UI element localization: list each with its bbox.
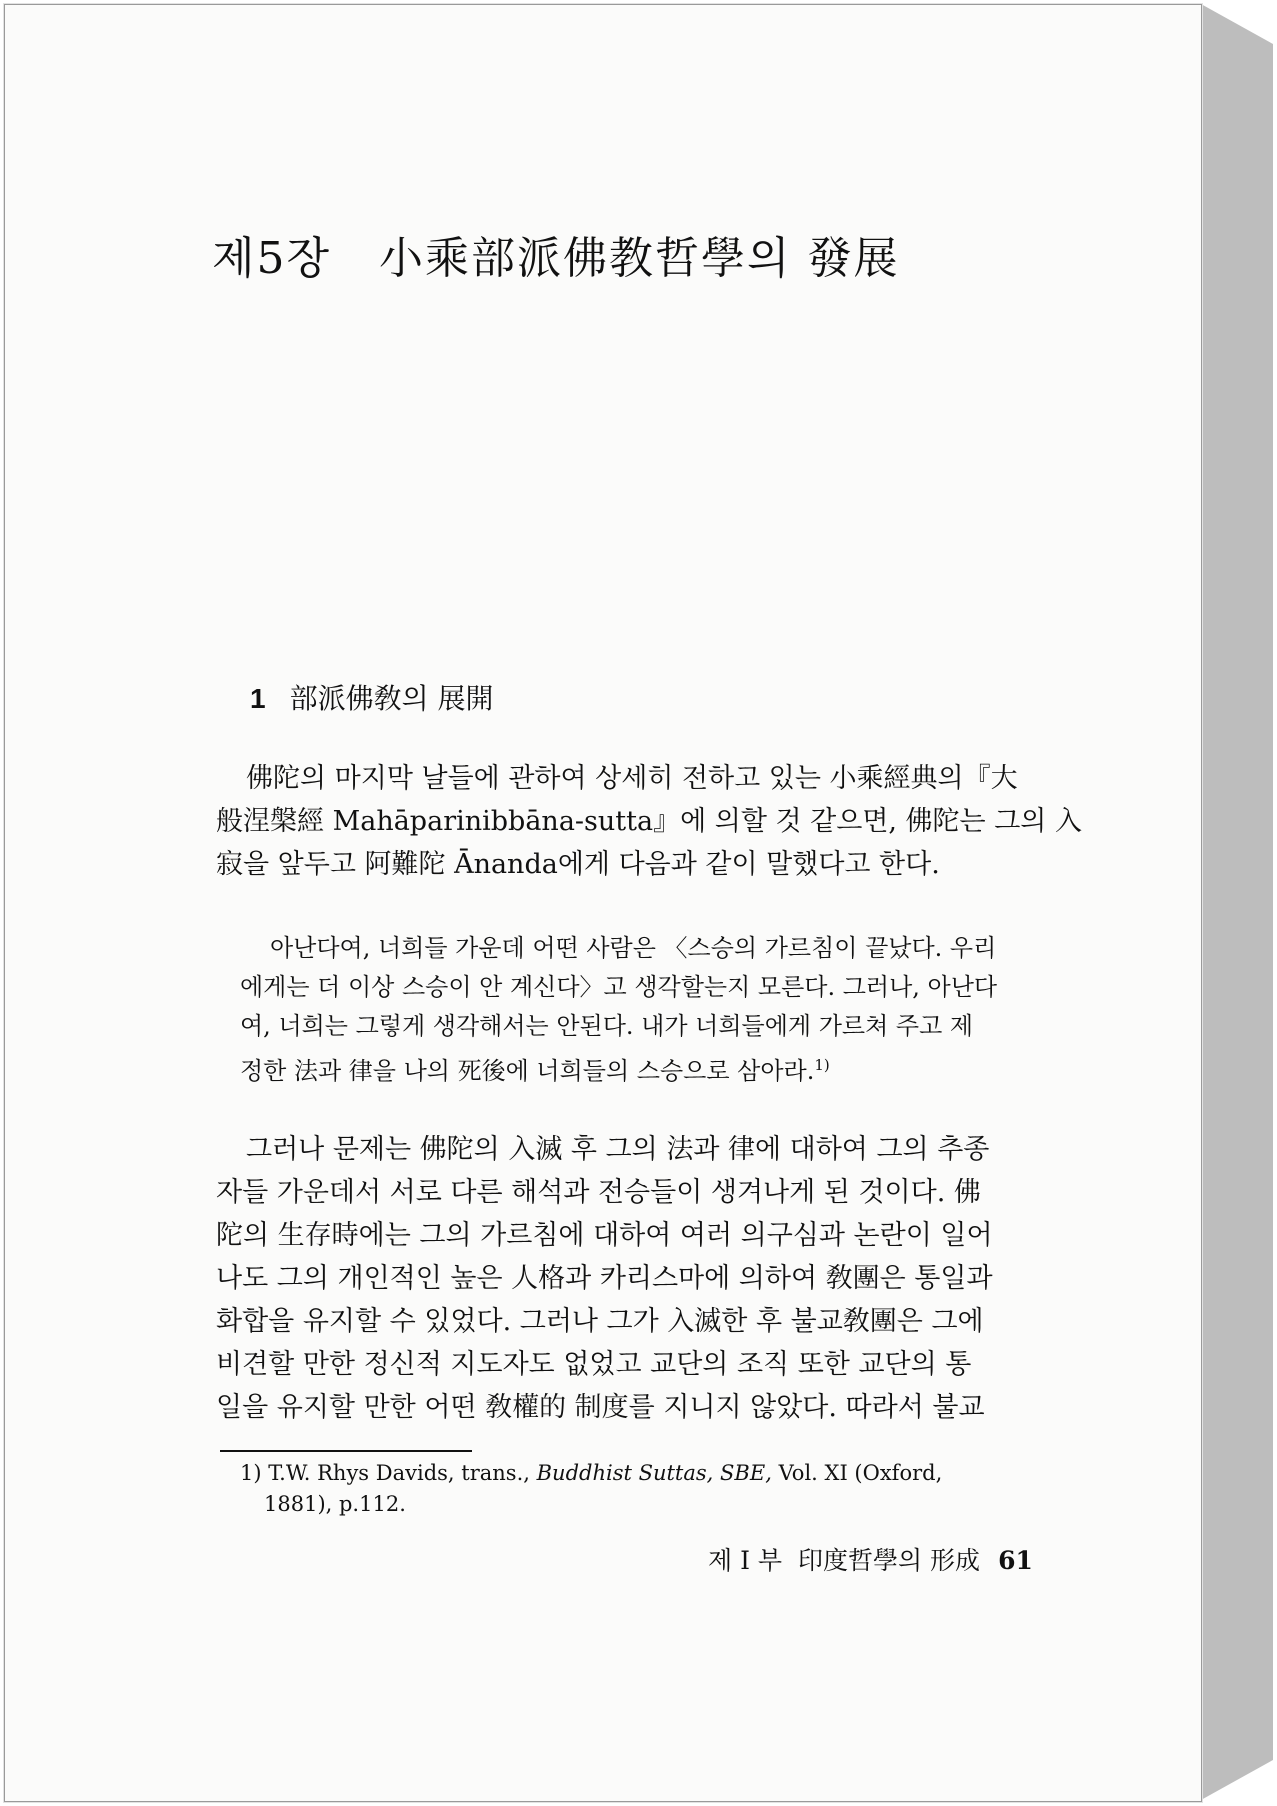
section-title: 部派佛敎의 展開 xyxy=(289,682,494,715)
footnote-marker: 1) xyxy=(240,1461,262,1485)
paragraph-line: 화합을 유지할 수 있었다. 그러나 그가 入滅한 후 불교敎團은 그에 xyxy=(216,1306,984,1337)
paragraph-2 xyxy=(216,1128,1046,1429)
quote-line-text: 정한 法과 律을 나의 死後에 너희들의 스승으로 삼아라. xyxy=(240,1057,815,1085)
chapter-title xyxy=(212,222,900,286)
footnote-author: T.W. Rhys Davids, trans., xyxy=(268,1461,530,1485)
paragraph-line: 寂을 앞두고 阿難陀 Ānanda에게 다음과 같이 말했다고 한다. xyxy=(216,849,940,880)
paragraph-1 xyxy=(216,757,1082,886)
quote-line: 아난다여, 너희들 가운데 어떤 사람은 〈스승의 가르침이 끝났다. 우리 xyxy=(270,934,997,962)
quote-line: 여, 너희는 그렇게 생각해서는 안된다. 내가 너희들에게 가르쳐 주고 제 xyxy=(240,1012,974,1040)
paragraph-line: 佛陀의 마지막 날들에 관하여 상세히 전하고 있는 小乘經典의『大 xyxy=(246,763,1018,794)
quote-line: 에게는 더 이상 스승이 안 계신다〉고 생각할는지 모른다. 그러나, 아난다 xyxy=(240,973,998,1001)
paragraph-line: 일을 유지할 만한 어떤 敎權的 制度를 지니지 않았다. 따라서 불교 xyxy=(216,1392,985,1423)
block-quote xyxy=(240,929,1040,1091)
paragraph-line: 자들 가운데서 서로 다른 해석과 전승들이 생겨나게 된 것이다. 佛 xyxy=(216,1177,981,1208)
footnote-reference: 1) xyxy=(814,1056,830,1074)
running-title: 제 I 부 印度哲學의 形成 xyxy=(708,1546,981,1575)
paragraph-line: 비견할 만한 정신적 지도자도 없었고 교단의 조직 또한 교단의 통 xyxy=(216,1349,972,1380)
paragraph-line: 般涅槃經 Mahāparinibbāna-sutta』에 의할 것 같으면, 佛陀는 그의 入 xyxy=(216,806,1082,837)
paragraph-line: 나도 그의 개인적인 높은 人格과 카리스마에 의하여 敎團은 통일과 xyxy=(216,1263,993,1294)
footnote-year-page: 1881), p.112. xyxy=(264,1492,406,1516)
footnote-book-title: Buddhist Suttas, xyxy=(536,1461,714,1485)
chapter-number: 제5장 xyxy=(212,233,332,284)
chapter-title-text: 小乘部派佛教哲學의 發展 xyxy=(379,233,900,284)
quote-line xyxy=(240,1046,1040,1091)
footnote-series: SBE, xyxy=(720,1461,772,1485)
section-number: 1 xyxy=(250,683,266,714)
section-heading xyxy=(250,677,494,717)
book-page-edge xyxy=(1201,4,1273,1800)
page-number: 61 xyxy=(998,1546,1033,1575)
footnote-divider xyxy=(220,1450,472,1452)
footnote-volume: Vol. XI (Oxford, xyxy=(778,1461,943,1485)
running-footer xyxy=(708,1541,1033,1577)
paragraph-line: 陀의 生存時에는 그의 가르침에 대하여 여러 의구심과 논란이 일어 xyxy=(216,1220,993,1251)
footnote xyxy=(240,1458,942,1520)
paragraph-line: 그러나 문제는 佛陀의 入滅 후 그의 法과 律에 대하여 그의 추종 xyxy=(246,1134,990,1165)
